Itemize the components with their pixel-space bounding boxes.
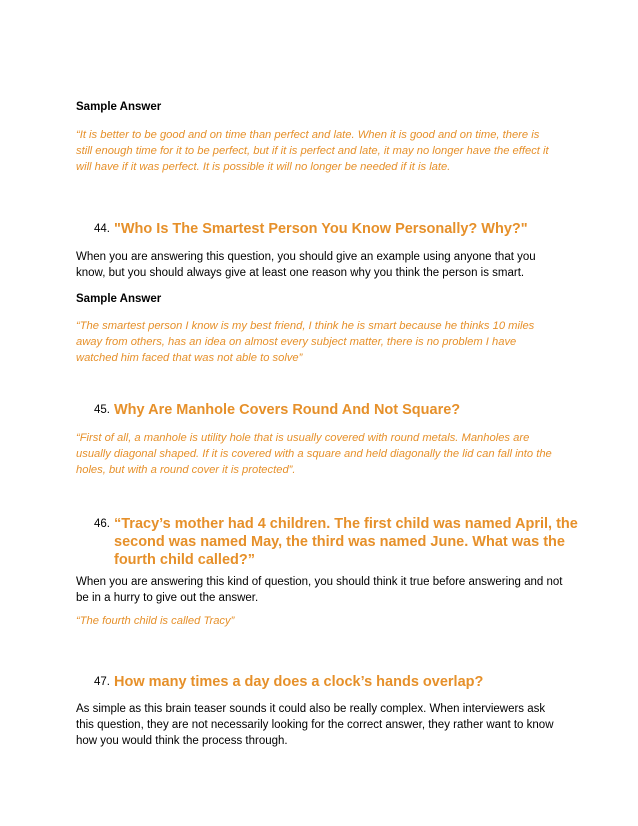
body-line: As simple as this brain teaser sounds it could also be really complex. When interviewers ask bbox=[76, 703, 546, 715]
question-title bbox=[114, 515, 578, 569]
quote-line: holes, but with a round cover it is protected”. bbox=[76, 464, 296, 476]
body-line: how you would think the process through. bbox=[76, 735, 288, 747]
question-title: "Who Is The Smartest Person You Know Personally? Why?" bbox=[114, 221, 528, 237]
sample-answer-heading: Sample Answer bbox=[76, 101, 162, 113]
quote-line: watched him faced that was not able to solve” bbox=[76, 352, 303, 364]
quote-line: will have if it was perfect. It is possible it will no longer be needed if it is late. bbox=[76, 161, 451, 173]
sample-answer-quote bbox=[76, 127, 576, 175]
question-number: 45. bbox=[94, 404, 110, 416]
sample-answer-heading: Sample Answer bbox=[76, 293, 162, 305]
question-title: How many times a day does a clock’s hands overlap? bbox=[114, 674, 484, 690]
quote-line: still enough time for it to be perfect, but if it is perfect and late, it may no longer have the effect it bbox=[76, 145, 549, 157]
question-number: 47. bbox=[94, 676, 110, 688]
quote-line: “The smartest person I know is my best friend, I think he is smart because he thinks 10 miles bbox=[76, 320, 535, 332]
body-line: this question, they are not necessarily looking for the correct answer, they rather want to know bbox=[76, 719, 554, 731]
body-line: know, but you should always give at least one reason why you think the person is smart. bbox=[76, 267, 525, 279]
quote-line: “First of all, a manhole is utility hole that is usually covered with round metals. Manholes are bbox=[76, 432, 530, 444]
question-46-explanation bbox=[76, 574, 576, 606]
question-44-explanation bbox=[76, 249, 576, 281]
question-47-explanation bbox=[76, 701, 576, 749]
title-line: “Tracy’s mother had 4 children. The first child was named April, the bbox=[114, 516, 578, 532]
answer-quote: “The fourth child is called Tracy” bbox=[76, 615, 235, 627]
sample-answer-quote bbox=[76, 318, 576, 366]
title-line: second was named May, the third was named June. What was the bbox=[114, 534, 565, 550]
question-number: 44. bbox=[94, 223, 110, 235]
body-line: be in a hurry to give out the answer. bbox=[76, 592, 259, 604]
quote-line: “It is better to be good and on time than perfect and late. When it is good and on time, there is bbox=[76, 129, 540, 141]
quote-line: usually diagonal shaped. If it is covered with a square and held diagonally the lid can fall into the bbox=[76, 448, 552, 460]
question-45 bbox=[94, 401, 460, 419]
question-44 bbox=[94, 220, 528, 238]
body-line: When you are answering this kind of question, you should think it true before answering and not bbox=[76, 576, 563, 588]
question-title: Why Are Manhole Covers Round And Not Square? bbox=[114, 402, 461, 418]
question-number: 46. bbox=[94, 518, 110, 530]
question-47 bbox=[94, 673, 483, 691]
quote-line: away from others, has an idea on almost every subject matter, there is no problem I have bbox=[76, 336, 517, 348]
title-line: fourth child called?” bbox=[114, 552, 255, 568]
answer-quote bbox=[76, 430, 576, 478]
question-46 bbox=[94, 515, 578, 569]
body-line: When you are answering this question, you should give an example using anyone that you bbox=[76, 251, 536, 263]
